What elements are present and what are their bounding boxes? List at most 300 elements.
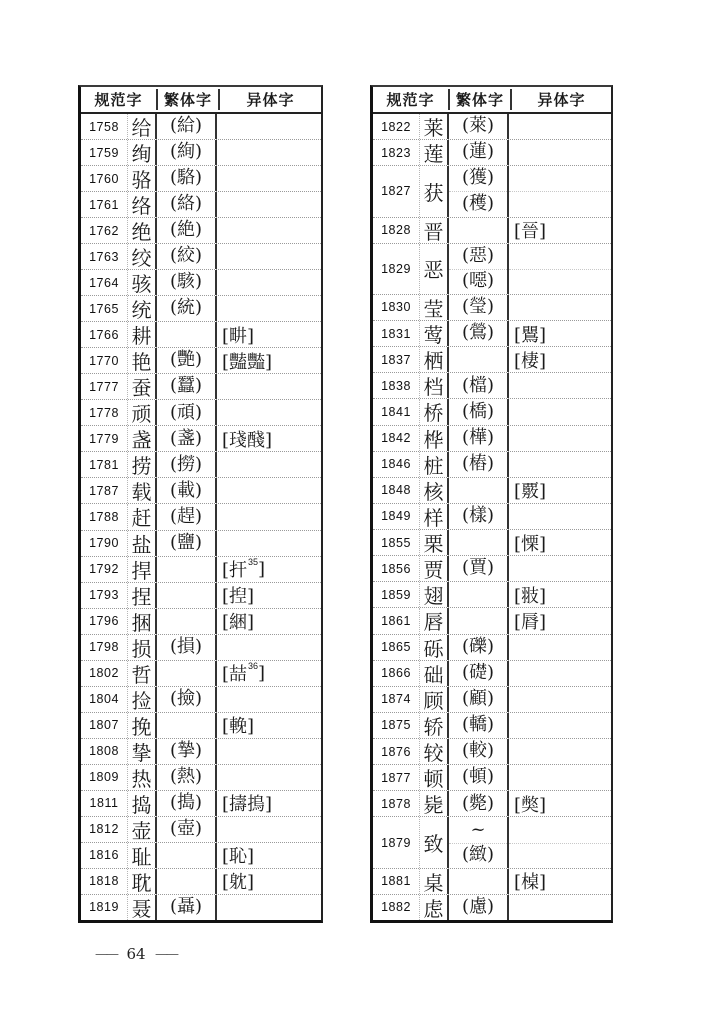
traditional-character-cell <box>447 295 507 320</box>
standard-character: 顽 <box>127 400 155 425</box>
entry-number: 1848 <box>381 483 411 498</box>
variant-character-cell <box>215 791 321 816</box>
footnote-superscript: 36 <box>248 661 259 672</box>
standard-character: 顾 <box>419 687 447 712</box>
variant-character-cell <box>215 192 321 217</box>
table-row <box>81 530 321 556</box>
standard-character: 艳 <box>127 348 155 373</box>
table-row <box>373 790 611 816</box>
variant-character-cell <box>215 869 321 894</box>
entry-number: 1838 <box>381 378 411 393</box>
variant-character-cell <box>215 426 321 451</box>
traditional-character-cell <box>155 400 215 425</box>
traditional-character-cell <box>447 582 507 607</box>
entry-number: 1762 <box>89 223 119 238</box>
footer-dash-left: —— <box>95 946 117 962</box>
variant-bracket-close: ] <box>258 662 266 684</box>
entry-number: 1855 <box>381 535 411 550</box>
standard-character: 获 <box>419 166 447 216</box>
traditional-character: (萊) <box>461 115 495 137</box>
standard-character: 较 <box>419 739 447 764</box>
table-row <box>373 503 611 529</box>
standard-character: 绞 <box>127 244 155 269</box>
variant-character-cell <box>507 347 611 372</box>
traditional-character: (給) <box>169 115 203 137</box>
entry-number: 1796 <box>89 614 119 629</box>
entry-number: 1841 <box>381 404 411 419</box>
table-row <box>373 217 611 243</box>
standard-character: 给 <box>127 114 155 139</box>
table-row <box>81 608 321 634</box>
traditional-character-cell <box>155 869 215 894</box>
traditional-character: (樁) <box>461 452 495 474</box>
table-header-row <box>81 87 321 114</box>
variant-character-cell <box>215 609 321 634</box>
entry-number: 1802 <box>89 666 119 681</box>
standard-character: 轿 <box>419 713 447 738</box>
standard-character: 样 <box>419 504 447 529</box>
standard-character: 绝 <box>127 218 155 243</box>
traditional-character: (駭) <box>169 271 203 293</box>
variant-character-cell <box>215 218 321 243</box>
traditional-character: (礎) <box>461 661 495 683</box>
character-table-right <box>370 85 613 923</box>
entry-number: 1761 <box>89 197 119 212</box>
traditional-character-cell <box>447 347 507 372</box>
standard-character: 档 <box>419 373 447 398</box>
variant-character: [獘] <box>514 794 547 816</box>
variant-character-cell <box>215 478 321 503</box>
table-row <box>81 165 321 191</box>
variant-character: [翄] <box>514 585 547 607</box>
traditional-character: (鶯) <box>461 322 495 344</box>
variant-character: [晉] <box>514 221 547 243</box>
table-row <box>81 243 321 269</box>
standard-character: 捏 <box>127 583 155 608</box>
standard-character: 耻 <box>127 843 155 868</box>
entry-number: 1758 <box>89 119 119 134</box>
traditional-character: ~ <box>470 818 486 840</box>
standard-character: 桦 <box>419 426 447 451</box>
traditional-character-cell <box>155 557 215 582</box>
standard-character: 捡 <box>127 687 155 712</box>
entry-number: 1781 <box>89 457 119 472</box>
column-header-traditional: 繁体字 <box>448 89 510 110</box>
variant-character-cell <box>507 478 611 503</box>
traditional-character-cell <box>447 218 507 243</box>
traditional-character: (轎) <box>461 714 495 736</box>
variant-character: [躭] <box>222 872 255 894</box>
entry-number: 1812 <box>89 822 119 837</box>
standard-character: 唇 <box>419 608 447 633</box>
standard-character: 聂 <box>127 895 155 920</box>
traditional-character-cell <box>447 608 507 633</box>
traditional-character: (頓) <box>461 766 495 788</box>
standard-character: 虑 <box>419 895 447 920</box>
traditional-character-cell <box>155 609 215 634</box>
variant-character-cell <box>507 661 611 686</box>
standard-character: 盐 <box>127 531 155 556</box>
traditional-character-cell <box>155 244 215 269</box>
traditional-character-cell <box>447 140 507 165</box>
traditional-character-cell <box>447 739 507 764</box>
traditional-character: (頑) <box>169 401 203 423</box>
entry-number: 1807 <box>89 718 119 733</box>
footnote-superscript: 35 <box>248 557 259 568</box>
variant-character-cell <box>507 244 611 294</box>
entry-number: 1779 <box>89 431 119 446</box>
variant-character-cell <box>507 452 611 477</box>
standard-character: 晋 <box>419 218 447 243</box>
traditional-character: (蠶) <box>169 375 203 397</box>
traditional-character: (絶) <box>169 219 203 241</box>
traditional-character: (盞) <box>169 427 203 449</box>
traditional-character: (檔) <box>461 374 495 396</box>
standard-character: 哲 <box>127 661 155 686</box>
traditional-character-cell <box>155 895 215 920</box>
table-row <box>373 398 611 424</box>
standard-character: 莹 <box>419 295 447 320</box>
entry-number: 1876 <box>381 744 411 759</box>
traditional-character-cell <box>155 817 215 842</box>
standard-character: 耕 <box>127 322 155 347</box>
traditional-character: (橋) <box>461 400 495 422</box>
entry-number: 1770 <box>89 353 119 368</box>
table-body <box>81 114 321 920</box>
variant-character-cell <box>507 895 611 920</box>
variant-character-cell <box>507 399 611 424</box>
column-header-variant: 异体字 <box>510 89 611 110</box>
traditional-character-cell <box>447 635 507 660</box>
traditional-character: (鹽) <box>169 531 203 553</box>
table-row <box>81 347 321 373</box>
traditional-character-cell <box>447 478 507 503</box>
traditional-character: (撈) <box>169 453 203 475</box>
traditional-character-cell <box>155 348 215 373</box>
variant-character-cell <box>215 583 321 608</box>
table-row <box>81 764 321 790</box>
variant-character-cell <box>215 531 321 556</box>
traditional-character-cell <box>155 583 215 608</box>
variant-character-cell <box>215 296 321 321</box>
variant-character-cell <box>507 530 611 555</box>
table-row <box>373 477 611 503</box>
standard-character: 络 <box>127 192 155 217</box>
entry-number: 1811 <box>89 796 119 811</box>
variant-character-cell <box>507 166 611 216</box>
entry-number: 1819 <box>89 900 119 915</box>
variant-character: [揑] <box>222 586 255 608</box>
table-row <box>81 399 321 425</box>
table-row <box>373 294 611 320</box>
variant-character-cell <box>507 713 611 738</box>
variant-character: [綑] <box>222 612 255 634</box>
entry-number: 1777 <box>89 379 119 394</box>
variant-character: [鸎] <box>514 324 547 346</box>
variant-character: [慄] <box>514 533 547 555</box>
entry-number: 1859 <box>381 587 411 602</box>
variant-character: [槕] <box>514 872 547 894</box>
traditional-character-cell <box>155 374 215 399</box>
variant-character-cell <box>215 765 321 790</box>
standard-character: 壶 <box>127 817 155 842</box>
entry-number: 1849 <box>381 509 411 524</box>
table-row <box>81 321 321 347</box>
table-row <box>373 372 611 398</box>
standard-character: 统 <box>127 296 155 321</box>
table-row <box>373 346 611 372</box>
traditional-character-cell <box>155 765 215 790</box>
traditional-character-cell <box>155 140 215 165</box>
entry-number: 1866 <box>381 666 411 681</box>
traditional-character: (絡) <box>169 193 203 215</box>
standard-character: 致 <box>419 817 447 867</box>
variant-character: [擣㨶] <box>222 794 273 816</box>
traditional-character: (絞) <box>169 245 203 267</box>
traditional-character-cell <box>155 531 215 556</box>
traditional-character-cell <box>447 321 507 346</box>
table-row <box>81 191 321 217</box>
entry-number: 1816 <box>89 848 119 863</box>
standard-character: 捣 <box>127 791 155 816</box>
variant-character-cell <box>215 557 321 582</box>
variant-character-cell <box>507 739 611 764</box>
variant-character: [喆 <box>222 664 248 686</box>
entry-number: 1792 <box>89 562 119 577</box>
variant-character-cell <box>507 295 611 320</box>
table-row <box>81 269 321 295</box>
traditional-character-cell <box>447 114 507 139</box>
table-row <box>81 556 321 582</box>
traditional-character-cell <box>447 399 507 424</box>
variant-character-cell <box>215 895 321 920</box>
table-row <box>373 764 611 790</box>
standard-character: 损 <box>127 635 155 660</box>
traditional-character-cell <box>447 530 507 555</box>
table-row <box>81 790 321 816</box>
table-row <box>81 686 321 712</box>
traditional-character: (聶) <box>169 896 203 918</box>
traditional-character-cell <box>155 296 215 321</box>
entry-number: 1827 <box>381 184 411 199</box>
variant-character: [輓] <box>222 716 255 738</box>
standard-character: 耽 <box>127 869 155 894</box>
traditional-character-cell <box>155 713 215 738</box>
traditional-character-cell <box>155 452 215 477</box>
table-row <box>373 555 611 581</box>
page-number: 64 <box>126 945 146 963</box>
standard-character: 挚 <box>127 739 155 764</box>
standard-character: 捍 <box>127 557 155 582</box>
table-row <box>373 660 611 686</box>
traditional-character-cell <box>155 114 215 139</box>
entry-number: 1759 <box>89 145 119 160</box>
variant-character-cell <box>507 817 611 867</box>
table-row <box>373 894 611 920</box>
variant-character-cell <box>215 687 321 712</box>
standard-character: 核 <box>419 478 447 503</box>
table-row <box>373 686 611 712</box>
standard-character: 骇 <box>127 270 155 295</box>
variant-character-cell <box>215 504 321 529</box>
traditional-character-cell <box>447 791 507 816</box>
variant-character-cell <box>215 400 321 425</box>
table-row <box>373 868 611 894</box>
traditional-character: (統) <box>169 297 203 319</box>
standard-character: 桌 <box>419 869 447 894</box>
table-row <box>373 712 611 738</box>
table-row <box>81 712 321 738</box>
entry-number: 1760 <box>89 171 119 186</box>
standard-character: 挽 <box>127 713 155 738</box>
standard-character: 赶 <box>127 504 155 529</box>
variant-character-cell <box>507 582 611 607</box>
entry-number: 1829 <box>381 261 411 276</box>
entry-number: 1822 <box>381 119 411 134</box>
table-row <box>81 477 321 503</box>
variant-character-cell <box>507 687 611 712</box>
table-row <box>81 425 321 451</box>
traditional-character: (慮) <box>461 896 495 918</box>
traditional-character: (獲) <box>461 167 495 189</box>
entry-number: 1861 <box>381 613 411 628</box>
table-row <box>81 738 321 764</box>
standard-character: 翅 <box>419 582 447 607</box>
entry-number: 1875 <box>381 718 411 733</box>
traditional-character-cell <box>155 192 215 217</box>
table-row <box>81 373 321 399</box>
variant-character-cell <box>215 452 321 477</box>
traditional-character-cell <box>155 426 215 451</box>
traditional-character: (搗) <box>169 791 203 813</box>
traditional-character: (緻) <box>461 843 495 865</box>
variant-character-cell <box>215 244 321 269</box>
character-table-left <box>78 85 323 923</box>
entry-number: 1842 <box>381 431 411 446</box>
traditional-character: (樣) <box>461 505 495 527</box>
traditional-character: (賈) <box>461 557 495 579</box>
entry-number: 1830 <box>381 300 411 315</box>
table-row <box>81 295 321 321</box>
variant-character-cell <box>507 556 611 581</box>
table-row <box>373 581 611 607</box>
variant-character-cell <box>215 166 321 191</box>
entry-number: 1809 <box>89 770 119 785</box>
traditional-character-cell <box>447 687 507 712</box>
table-row <box>373 139 611 165</box>
traditional-character-cell <box>447 661 507 686</box>
table-body <box>373 114 611 920</box>
entry-number: 1818 <box>89 874 119 889</box>
variant-character-cell <box>507 321 611 346</box>
table-row <box>81 114 321 139</box>
standard-character: 顿 <box>419 765 447 790</box>
variant-character-cell <box>507 140 611 165</box>
traditional-character-cell <box>447 426 507 451</box>
traditional-character: (樺) <box>461 426 495 448</box>
traditional-character-cell <box>155 478 215 503</box>
table-row <box>81 894 321 920</box>
variant-character: [畊] <box>222 325 255 347</box>
traditional-character-cell <box>447 556 507 581</box>
entry-number: 1882 <box>381 900 411 915</box>
traditional-character: (損) <box>169 635 203 657</box>
traditional-character-cell <box>447 869 507 894</box>
standard-character: 贾 <box>419 556 447 581</box>
table-row <box>81 868 321 894</box>
standard-character: 捞 <box>127 452 155 477</box>
traditional-character: (惡) <box>461 244 495 266</box>
entry-number: 1856 <box>381 561 411 576</box>
entry-number: 1798 <box>89 640 119 655</box>
footer-dash-right: —— <box>155 946 177 962</box>
variant-character-cell <box>215 713 321 738</box>
traditional-character: (撿) <box>169 687 203 709</box>
variant-character: [脣] <box>514 611 547 633</box>
traditional-character-cell <box>155 166 215 191</box>
variant-character: [扞 <box>222 560 248 582</box>
variant-character: [棲] <box>514 350 547 372</box>
standard-character: 恶 <box>419 244 447 294</box>
entry-number: 1823 <box>381 145 411 160</box>
page-footer <box>95 945 177 963</box>
traditional-character: (絢) <box>169 141 203 163</box>
standard-character: 栗 <box>419 530 447 555</box>
variant-character-cell <box>507 426 611 451</box>
traditional-character: (噁) <box>461 269 495 291</box>
traditional-character-cell <box>447 244 507 294</box>
standard-character: 莲 <box>419 140 447 165</box>
traditional-character: (摯) <box>169 739 203 761</box>
entry-number: 1793 <box>89 588 119 603</box>
variant-character-cell <box>215 348 321 373</box>
traditional-character-cell <box>447 452 507 477</box>
traditional-character-cell <box>447 504 507 529</box>
entry-number: 1877 <box>381 770 411 785</box>
column-header-traditional: 繁体字 <box>156 89 218 110</box>
traditional-character-cell <box>155 791 215 816</box>
traditional-character-cell <box>155 322 215 347</box>
traditional-character-cell <box>447 373 507 398</box>
table-row <box>373 607 611 633</box>
traditional-character: (蓮) <box>461 141 495 163</box>
standard-character: 毙 <box>419 791 447 816</box>
traditional-character: (趕) <box>169 505 203 527</box>
column-header-variant: 异体字 <box>218 89 321 110</box>
traditional-character-cell <box>447 895 507 920</box>
standard-character: 莱 <box>419 114 447 139</box>
standard-character: 桥 <box>419 399 447 424</box>
standard-character: 蚕 <box>127 374 155 399</box>
entry-number: 1778 <box>89 405 119 420</box>
variant-character-cell <box>507 218 611 243</box>
traditional-character-cell <box>155 504 215 529</box>
table-header-row <box>373 87 611 114</box>
traditional-character-cell <box>447 817 507 867</box>
table-row <box>81 582 321 608</box>
variant-character-cell <box>507 869 611 894</box>
traditional-character-cell <box>155 687 215 712</box>
traditional-character: (斃) <box>461 792 495 814</box>
entry-number: 1837 <box>381 352 411 367</box>
standard-character: 础 <box>419 661 447 686</box>
traditional-character-cell <box>155 635 215 660</box>
entry-number: 1765 <box>89 301 119 316</box>
variant-character-cell <box>507 635 611 660</box>
entry-number: 1846 <box>381 457 411 472</box>
standard-character: 载 <box>127 478 155 503</box>
table-row <box>81 139 321 165</box>
